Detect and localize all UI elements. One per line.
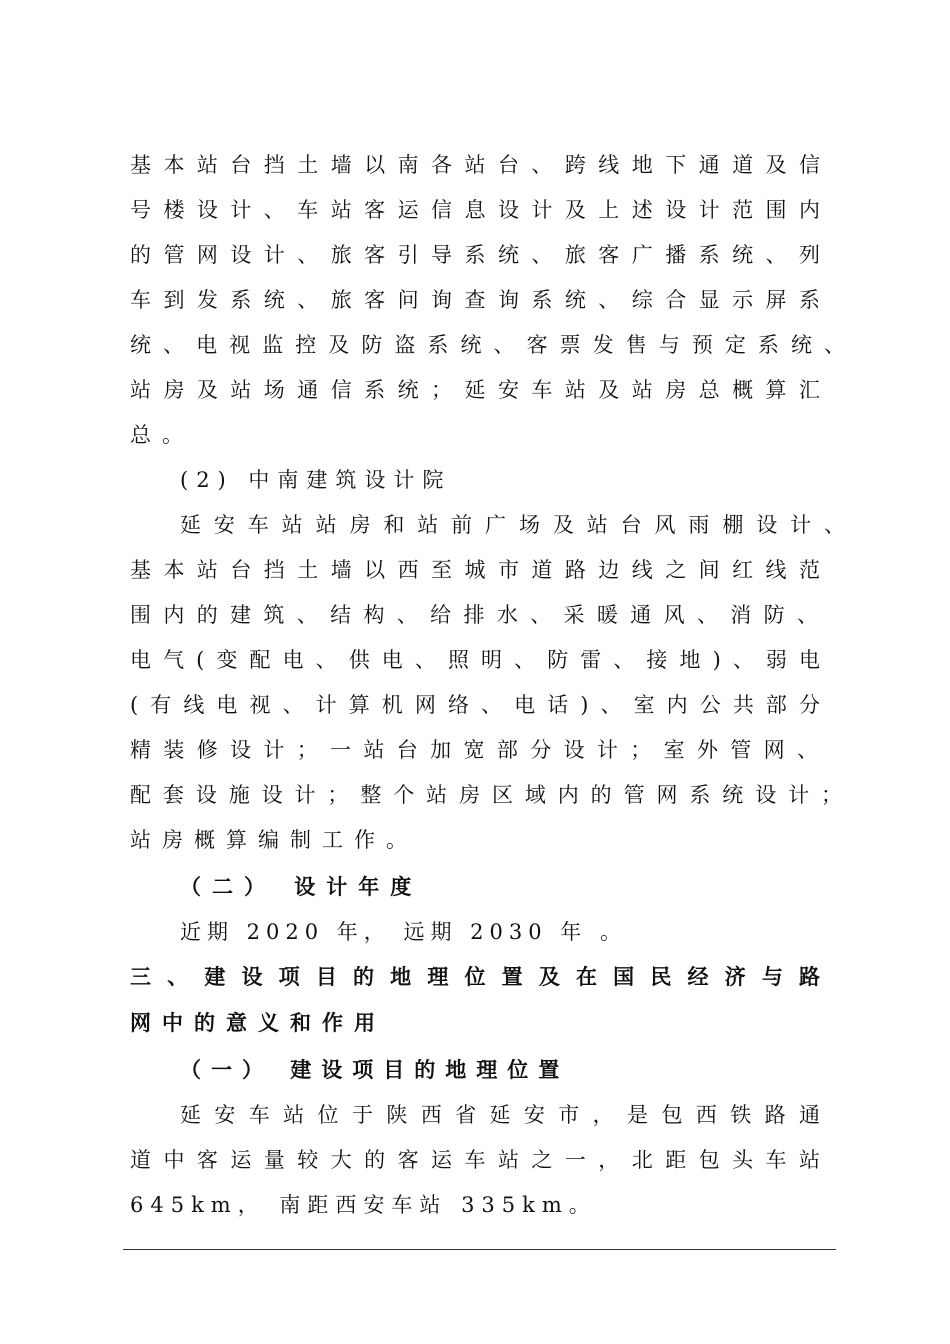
body-text-line: 645km， 南距西安车站 335km。 bbox=[130, 1193, 597, 1217]
body-text-line: (有线电视、计算机网络、电话)、室内公共部分 bbox=[130, 693, 820, 717]
body-text-line: 站房概算编制工作。 bbox=[130, 828, 418, 852]
section-heading: (2) 中南建筑设计院 bbox=[180, 468, 452, 492]
body-text-line: 车到发系统、旅客问询查询系统、综合显示屏系 bbox=[130, 288, 820, 312]
chapter-heading-line: 三、建设项目的地理位置及在国民经济与路 bbox=[130, 964, 820, 989]
body-text-line: 的管网设计、旅客引导系统、旅客广播系统、列 bbox=[130, 243, 820, 267]
body-text-line: 配套设施设计；整个站房区域内的管网系统设计； bbox=[130, 783, 842, 807]
body-text-line: 基本站台挡土墙以西至城市道路边线之间红线范 bbox=[130, 558, 820, 582]
chapter-heading-line: 网中的意义和作用 bbox=[130, 1010, 386, 1035]
body-text-line: 号楼设计、车站客运信息设计及上述设计范围内 bbox=[130, 198, 820, 222]
body-text-line: 电气(变配电、供电、照明、防雷、接地)、弱电 bbox=[130, 648, 820, 672]
body-text-line: 统、电视监控及防盗系统、客票发售与预定系统、 bbox=[130, 333, 845, 357]
body-text-line: 站房及站场通信系统；延安车站及站房总概算汇 bbox=[130, 378, 820, 402]
body-text-line: 基本站台挡土墙以南各站台、跨线地下通道及信 bbox=[130, 153, 820, 177]
footer-rule bbox=[123, 1249, 836, 1250]
body-text-line: 近期 2020 年， 远期 2030 年 。 bbox=[180, 920, 627, 944]
body-text-line: 延安车站位于陕西省延安市，是包西铁路通 bbox=[180, 1103, 820, 1127]
body-text-line: 精装修设计；一站台加宽部分设计；室外管网、 bbox=[130, 738, 818, 762]
body-text-line: 延安车站站房和站前广场及站台风雨棚设计、 bbox=[180, 513, 845, 537]
subsection-heading: （一） 建设项目的地理位置 bbox=[180, 1057, 570, 1082]
body-text-line: 道中客运量较大的客运车站之一，北距包头车站 bbox=[130, 1148, 820, 1172]
body-text-line: 总。 bbox=[130, 423, 194, 447]
subsection-heading: （二） 设计年度 bbox=[180, 874, 423, 899]
body-text-line: 围内的建筑、结构、给排水、采暖通风、消防、 bbox=[130, 603, 818, 627]
